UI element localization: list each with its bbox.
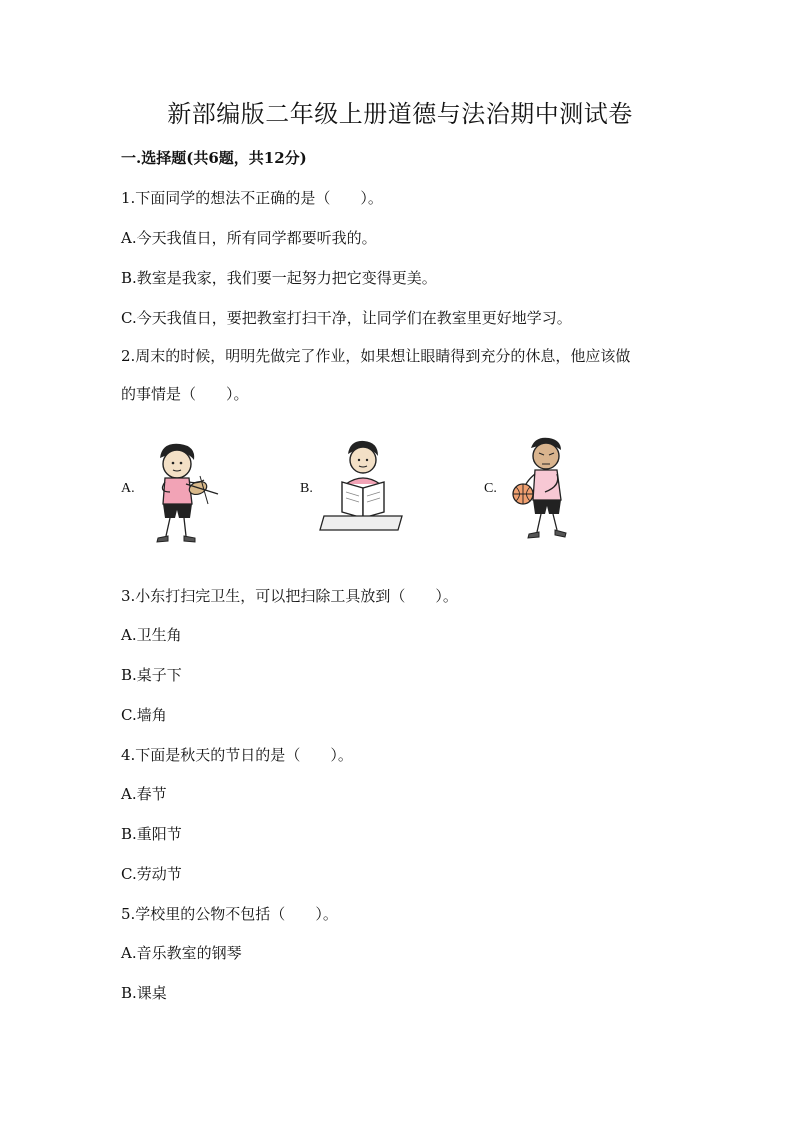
boy-playing-violin-icon — [148, 440, 228, 550]
page-title: 新部编版二年级上册道德与法治期中测试卷 — [167, 100, 633, 128]
question-5-stem: 5.学校里的公物不包括（ ）。 — [121, 905, 338, 923]
question-3-stem: 3.小东打扫完卫生，可以把扫除工具放到（ ）。 — [121, 587, 458, 605]
question-3-option-c: C.墙角 — [121, 706, 167, 724]
question-2-option-b-label: B. — [300, 481, 313, 496]
question-1-stem: 1.下面同学的想法不正确的是（ ）。 — [121, 189, 383, 207]
question-2-option-a-label: A. — [121, 481, 135, 496]
question-3-option-b: B.桌子下 — [121, 666, 182, 684]
question-5-option-b: B.课桌 — [121, 984, 167, 1002]
question-5-option-a: A.音乐教室的钢琴 — [121, 944, 242, 962]
question-1-option-b: B.教室是我家，我们要一起努力把它变得更美。 — [121, 269, 437, 287]
question-4-option-a: A.春节 — [121, 785, 167, 803]
question-3-option-a: A.卫生角 — [121, 626, 182, 644]
boy-reading-book-icon — [318, 438, 408, 533]
section-heading: 一.选择题(共6题，共12分) — [121, 149, 307, 167]
boy-playing-basketball-icon — [505, 436, 585, 544]
question-2-option-c-label: C. — [484, 481, 497, 496]
question-2-stem-line-1: 2.周末的时候，明明先做完了作业，如果想让眼睛得到充分的休息，他应该做 — [121, 347, 631, 365]
question-2-stem-line-2: 的事情是（ ）。 — [121, 385, 249, 403]
question-1-option-c: C.今天我值日，要把教室打扫干净，让同学们在教室里更好地学习。 — [121, 309, 572, 327]
question-1-option-a: A.今天我值日，所有同学都要听我的。 — [121, 229, 377, 247]
question-4-option-b: B.重阳节 — [121, 825, 182, 843]
question-4-stem: 4.下面是秋天的节日的是（ ）。 — [121, 746, 353, 764]
question-4-option-c: C.劳动节 — [121, 865, 182, 883]
